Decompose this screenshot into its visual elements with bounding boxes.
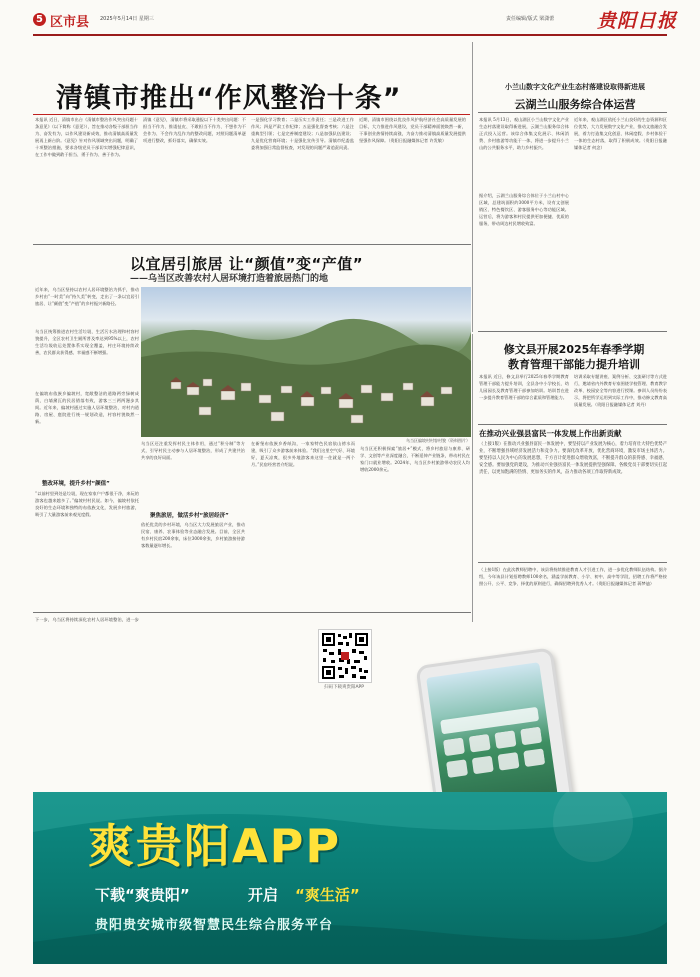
lead-headline: 清镇市推出“作风整治十条” [56, 83, 402, 114]
masthead [0, 0, 700, 40]
advert-tagline: 贵阳贵安城市级智慧民生综合服务平台 [95, 918, 334, 933]
section-separator-right [478, 331, 667, 332]
section-name: 区市县 [50, 15, 90, 30]
page-number-badge [33, 13, 46, 26]
training-body-col-1: 本报讯 近日，修文县举行2025年春季学期教育管理干部能力提升培训，全县各中小学校长、幼儿园园长及教育管理干部参加培训。培训旨在进一步提升教育管理干部的综合素质和管理能力。 [479, 374, 569, 401]
issue-date: 2025年5月14日 星期三 [100, 16, 154, 22]
bottom-right-body: （上接1版）在此次教师招聘中，该县将持续推进教育人才引进工作，进一步优化教师队伍结构。据介绍，今年该县计划招聘教师100余名，涵盖学前教育、小学、初中、高中等学段，招聘工作将严格按照公开、公平、竞争、择优的原则进行，确保招聘到优秀人才。（贵阳日报融媒体记者 蒋梦迪） [479, 567, 667, 587]
feature-body-4: “以前村里到处是垃圾，现在家家户户都很干净，来玩的游客也越来越多了。”偏坡村村民说。如今，偏坡村依托良好的生态环境和独特的布依族文化，发展乡村旅游，吸引了大量游客前来观光度假。 [35, 491, 139, 518]
advert-slogan-mid: 开启 [248, 886, 279, 904]
lead-body-col-3: 一是强化学习教育；二是压实工作责任；三是改进工作作风；四是严肃工作纪律；五是强化督查考核；六是注重典型引领；七是完善制度建设；八是加强队伍建设；九是优化营商环境；十是强化宣传引导。清镇市纪委监委将加强日常监督检查，对发现的问题严肃追责问责。 [251, 117, 354, 151]
section-separator-1 [33, 244, 471, 245]
training-body-col-2: 培训采取专题讲座、案例分析、交流研讨等方式进行，邀请省内外教育专家围绕学校管理、教育教学改革、校园安全等内容进行授课。参训人员纷纷表示，将把所学运用到实际工作中，推动修文教育高质量发展。（贵阳日报融媒体记者 刘丹） [574, 374, 667, 408]
lead-body-col-4: 近期，清镇市围绕以优良作风护航经济社会高质量发展的目标，大力推进作风建设，党员干部精神面貌焕然一新，干事创业热情持续高涨，为奋力推动清镇高质量发展提供坚强作风保障。（贵阳日报融媒体记者 许发敏） [359, 117, 466, 144]
app-grid-icon [443, 727, 546, 780]
section-separator-4 [478, 562, 667, 563]
app-advert-banner[interactable] [33, 792, 667, 964]
masthead-rule [33, 34, 667, 36]
feature-body-7: 在新堡布依族乡香纸沟，一家家特色民宿依山傍水而建，吸引了众多游客前来体验。“我们这里空气好、环境好，夏天凉爽，很多外地游客来这里一住就是一两个月。”民宿经营者介绍说。 [251, 441, 355, 468]
vertical-headline: 在推动兴业强县富民一体发展上作出新贡献 [479, 429, 622, 438]
editor-info: 责任编辑/版式 梁潇蕾 [506, 16, 555, 22]
qr-caption: 扫码下载爽贵阳APP [323, 685, 364, 690]
feature-body-3: 在偏坡布依族乡偏坡村，宽敞整洁的道路两旁绿树成荫，白墙黛瓦的民居错落有致，游客三三两两漫步其间。近年来，偏坡村通过实施人居环境整治，对村内道路、房屋、庭院进行统一规划改造，村容村貌焕然一新。 [35, 391, 139, 425]
lead-headline-rule [33, 114, 470, 115]
section-separator-3 [478, 424, 667, 425]
advert-title: 爽贵阳APP [88, 819, 342, 873]
top-right-kicker: 小兰山数字文化产业生态村落建设取得新进展 [505, 83, 645, 91]
column-divider [472, 334, 473, 624]
training-headline: 修文县开展2025年春季学期 [503, 343, 645, 356]
top-right-body-col-3: 近年来，观山湖区依托小兰山良好的生态资源和区位优势，大力发展数字文化产业，推动文旅融合发展，着力打造集文化创意、休闲度假、乡村体验于一体的生态村落，取得了积极成效。（贵阳日报融媒体记者 何念） [574, 117, 667, 151]
lead-body-col-1: 本报讯 近日，清镇市出台《清镇市整治作风突出问题十条意见》（以下简称《意见》），旨在推动各级干部担当作为、奋发有为，以作风建设新成效，推动清镇高质量发展再上新台阶。《意见》针对作风领域突出问题，明确了十项整治措施，要求各级党员干部切实增强纪律意识，在工作中做到敢于担当、勇于作为、善于作为。 [35, 117, 138, 158]
feature-body-6: 依托优美的乡村环境，乌当区大力发展旅居产业，推动民宿、康养、农事体验等业态融合发展。目前，全区共有乡村民宿200余家，床位3000余张，乡村旅游接待游客数量逐年增长。 [141, 522, 245, 549]
feature-body-9: 下一步，乌当区将持续深化农村人居环境整治，进一步 [35, 617, 139, 622]
feature-subtitle: ——乌当区改善农村人居环境打造着旅居热门的地 [130, 274, 329, 284]
qr-code[interactable] [318, 629, 372, 683]
photo-caption: 乌当区偏坡村村容村貌（资料图片） [406, 438, 470, 443]
feature-title: 以宜居引旅居 让“颜值”变“产值” [130, 255, 364, 273]
qr-code-icon [319, 630, 371, 682]
advert-slogan-left: 下载“爽贵阳” [95, 886, 190, 904]
feature-subhead-2: 聚焦旅居，做活乡村“旅居经济” [150, 513, 229, 519]
phone-app-tiles [443, 727, 546, 780]
feature-body-1: 近年来，乌当区坚持以农村人居环境整治为抓手，推动乡村由“一时美”向“持久美”转变，走出了一条以宜居引旅居、让“颜值”变“产值”的乡村振兴新路径。 [35, 287, 139, 307]
column-divider [472, 42, 473, 332]
advert-slogan-right: “爽生活” [295, 886, 360, 904]
feature-body-8: 乌当区还积极探索“旅居+”模式，将乡村旅居与康养、研学、文创等产业深度融合，不断延伸产业链条，带动村民在家门口就业增收。2024年，乌当区乡村旅游带动农民人均增收2000余元。 [360, 446, 470, 473]
section-separator-2 [33, 612, 471, 613]
feature-body-5: 乌当区还注重发挥村民主体作用，通过“积分制”等方式，引导村民主动参与人居环境整治，形成了共建共治共享的良好局面。 [141, 441, 245, 461]
lead-body-col-2: 清镇《意见》，清镇市将采取通报以下十类突出问题：不担当不作为、推诿扯皮、不敢担当不作为、不想作为不会作为、不会作为乱作为的整改问题，对照问题清单逐项进行整改，抓好落实，确保实效。 [143, 117, 246, 144]
phone-screen [426, 662, 558, 811]
top-right-body-col-2: 据介绍，云湖兰山服务综合体位于小兰山村中心区域，总建筑面积约3000平方米，设有文创展销区、特色餐饮区、游客服务中心等功能区域。运营后，将为游客和村民提供更加便捷、优质的服务，带动周边村民增收致富。 [479, 193, 569, 227]
village-landscape-photo [141, 287, 471, 437]
feature-subhead-1: 整改环境，提升乡村“颜值” [42, 481, 110, 487]
training-headline-2: 教育管理干部能力提升培训 [508, 358, 640, 371]
top-right-rule [478, 112, 667, 113]
feature-body-2: 乌当区统筹推进农村生活垃圾、生活污水治理和村容村貌提升，全区农村卫生厕所普及率达到95%以上，农村生活垃圾收运处置体系实现全覆盖，村庄环境持续改善，农民群众获得感、幸福感不断增强。 [35, 329, 139, 356]
page-number: 5 [36, 14, 43, 25]
top-right-body-col-1: 本报讯 5月13日，观山湖区小兰山数字文化产业生态村落建设取得新进展，云湖兰山服务综合体正式投入运营。该综合体集文化展示、休闲消费、乡村旅游等功能于一体，将进一步提升小兰山的公共服务水平，助力乡村振兴。 [479, 117, 569, 151]
vertical-body: （上接1版）在推动兴业强县富民一体发展中，要坚持以产业发展为核心，着力培育壮大特色优势产业，不断增强县域经济发展活力和竞争力。要深化改革开放，优化营商环境，激发市场主体活力。要坚持以人民为中心的发展思想，千方百计促进群众增收致富，不断提升群众的获得感、幸福感、安全感。要加强党的建设，为推动兴业强县富民一体发展提供坚强保障。各级党员干部要切实扛起责任，以更加饱满的热情、更加务实的作风，奋力推动各项工作取得新成效。 [479, 442, 667, 476]
top-right-headline: 云湖兰山服务综合体运营 [514, 98, 636, 111]
paper-logo: 贵阳日报 [597, 10, 678, 32]
village-illustration [141, 287, 471, 437]
